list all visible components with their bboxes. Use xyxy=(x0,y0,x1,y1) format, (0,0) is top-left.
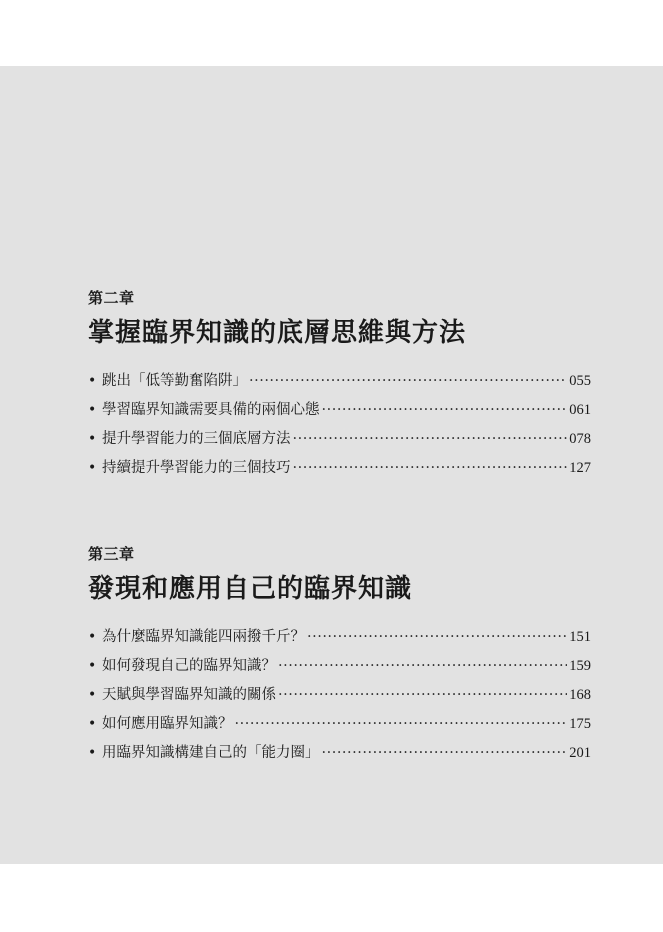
toc-page-number: 168 xyxy=(569,687,591,703)
toc-entry-title: 如何應用臨界知識？ xyxy=(102,716,233,732)
toc-page-number: 151 xyxy=(569,629,591,645)
toc-entry[interactable] xyxy=(88,369,591,398)
toc-page-number: 127 xyxy=(569,460,591,476)
toc-page-number: 159 xyxy=(569,658,591,674)
dot-leader xyxy=(235,716,568,732)
toc-entry-title: 如何發現自己的臨界知識？ xyxy=(102,658,276,674)
chapter-title: 掌握臨界知識的底層思維與方法 xyxy=(88,318,467,348)
toc-page-number: 061 xyxy=(569,402,591,418)
toc-entry-title: 跳出「低等勤奮陷阱」 xyxy=(102,373,247,389)
toc-list-chapter-2 xyxy=(88,369,591,485)
toc-entry-title: 為什麼臨界知識能四兩撥千斤？ xyxy=(102,629,305,645)
dot-leader xyxy=(293,431,568,447)
toc-page-number: 175 xyxy=(569,716,591,732)
bullet-icon: • xyxy=(88,629,97,645)
toc-entry-title: 提升學習能力的三個底層方法 xyxy=(102,431,291,447)
toc-entry[interactable] xyxy=(88,456,591,485)
bullet-icon: • xyxy=(88,658,97,674)
chapter-title: 發現和應用自己的臨界知識 xyxy=(88,574,413,604)
bullet-icon: • xyxy=(88,431,97,447)
dot-leader xyxy=(278,658,567,674)
toc-entry-title: 天賦與學習臨界知識的關係 xyxy=(102,687,276,703)
dot-leader xyxy=(293,460,568,476)
chapter-label: 第三章 xyxy=(88,545,135,563)
toc-entry[interactable] xyxy=(88,427,591,456)
chapter-label: 第二章 xyxy=(88,289,135,307)
chapter-3 xyxy=(88,543,591,605)
toc-entry-title: 持續提升學習能力的三個技巧 xyxy=(102,460,291,476)
toc-page-number: 201 xyxy=(569,745,591,761)
bullet-icon: • xyxy=(88,716,97,732)
bullet-icon: • xyxy=(88,460,97,476)
toc-entry[interactable] xyxy=(88,741,591,770)
dot-leader xyxy=(278,687,567,703)
toc-page-number: 078 xyxy=(569,431,591,447)
chapter-2 xyxy=(88,287,591,349)
dot-leader xyxy=(307,629,567,645)
dot-leader xyxy=(322,745,568,761)
toc-entry-title: 學習臨界知識需要具備的兩個心態 xyxy=(102,402,320,418)
toc-entry[interactable] xyxy=(88,654,591,683)
toc-entry[interactable] xyxy=(88,625,591,654)
toc-entry[interactable] xyxy=(88,398,591,427)
toc-page-number: 055 xyxy=(569,373,591,389)
bullet-icon: • xyxy=(88,402,97,418)
bullet-icon: • xyxy=(88,745,97,761)
dot-leader xyxy=(322,402,568,418)
toc-entry[interactable] xyxy=(88,712,591,741)
bullet-icon: • xyxy=(88,373,97,389)
dot-leader xyxy=(249,373,567,389)
bullet-icon: • xyxy=(88,687,97,703)
toc-entry-title: 用臨界知識構建自己的「能力圈」 xyxy=(102,745,320,761)
toc-list-chapter-3 xyxy=(88,625,591,770)
toc-entry[interactable] xyxy=(88,683,591,712)
